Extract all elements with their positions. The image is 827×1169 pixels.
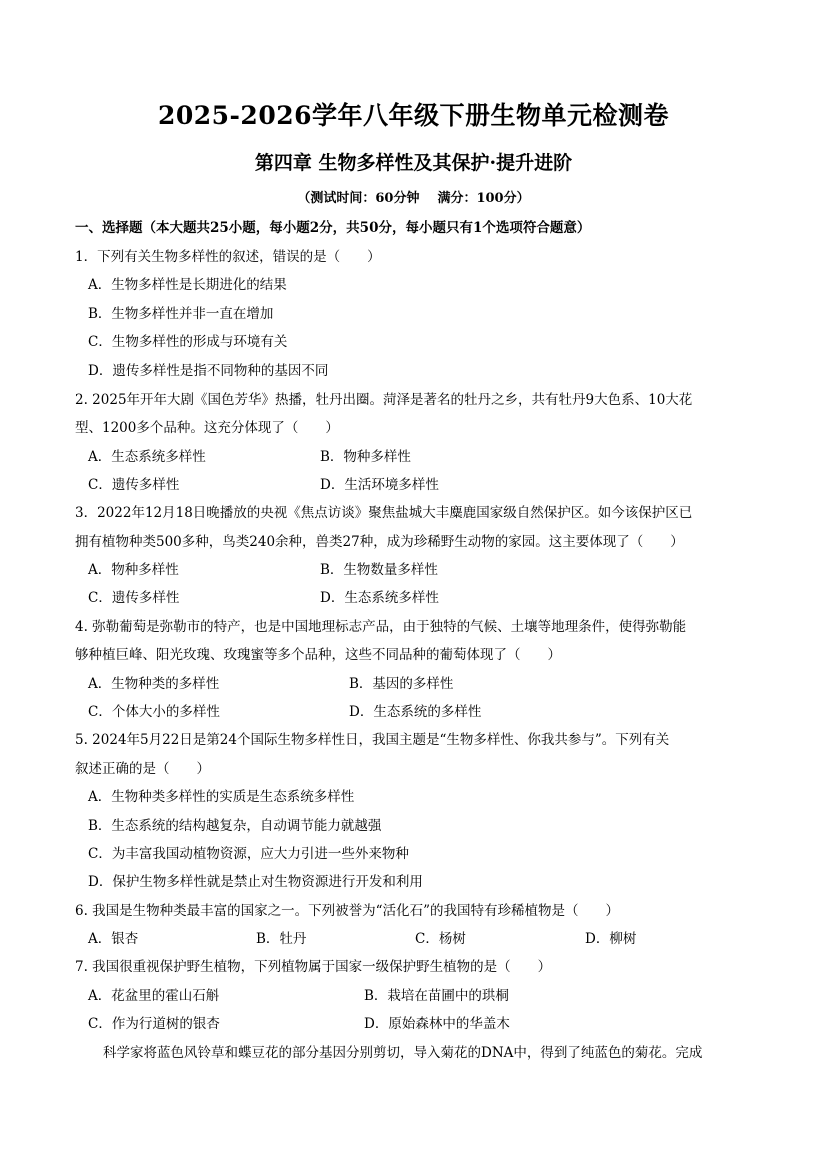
question-7-option-a: A．花盆里的霍山石斛 [88, 988, 220, 1004]
question-4-option-b: B．基因的多样性 [349, 676, 454, 692]
question-5-option-d: D．保护生物多样性就是禁止对生物资源进行开发和利用 [88, 874, 423, 890]
question-3-option-d: D．生态系统多样性 [320, 590, 439, 606]
chapter-subtitle: 第四章 生物多样性及其保护·提升进阶 [254, 152, 573, 174]
question-2-stem-line-1: 2. 2025年开年大剧《国色芳华》热播，牡丹出圈。菏泽是著名的牡丹之乡，共有牡丹9大色系、10大花 [75, 392, 693, 408]
question-3-stem-line-2: 拥有植物种类500多种，鸟类240余种，兽类27种，成为珍稀野生动物的家园。这主要体现了（ ） [75, 534, 684, 550]
question-4-stem-line-2: 够种植巨峰、阳光玫瑰、玫瑰蜜等多个品种，这些不同品种的葡萄体现了（ ） [75, 647, 561, 663]
question-2-option-a: A．生态系统多样性 [88, 449, 206, 465]
question-2-option-c: C．遗传多样性 [88, 477, 180, 493]
question-3-option-c: C．遗传多样性 [88, 590, 180, 606]
question-6-option-b: B．牡丹 [256, 931, 307, 947]
exam-meta [0, 188, 827, 210]
question-7-option-d: D．原始森林中的华盖木 [364, 1016, 510, 1032]
question-4-option-c: C．个体大小的多样性 [88, 704, 220, 720]
question-3-stem-line-1: 3．2022年12月18日晚播放的央视《焦点访谈》聚焦盐城大丰麋鹿国家级自然保护区。如今该保护区已 [75, 505, 693, 521]
question-5-stem-line-2: 叙述正确的是（ ） [75, 761, 210, 777]
exam-title: 2025-2026学年八年级下册生物单元检测卷 [157, 101, 670, 130]
question-7-option-b: B．栽培在苗圃中的珙桐 [364, 988, 509, 1004]
question-6-stem: 6. 我国是生物种类最丰富的国家之一。下列被誉为“活化石”的我国特有珍稀植物是（ ） [75, 903, 619, 919]
question-6-option-a: A．银杏 [88, 931, 139, 947]
question-2-option-b: B．物种多样性 [320, 449, 411, 465]
question-6-option-d: D．柳树 [585, 931, 637, 947]
question-6-option-c: C．杨树 [415, 931, 466, 947]
question-5-option-b: B．生态系统的结构越复杂，自动调节能力就越强 [88, 818, 382, 834]
question-1-option-d: D．遗传多样性是指不同物种的基因不同 [88, 363, 329, 379]
question-7-option-c: C．作为行道树的银杏 [88, 1016, 220, 1032]
test-time: （测试时间：60分钟 [297, 191, 420, 206]
question-2-stem-line-2: 型、1200多个品种。这充分体现了（ ） [75, 420, 339, 436]
question-3-option-a: A．物种多样性 [88, 562, 179, 578]
question-1-stem: 1．下列有关生物多样性的叙述，错误的是（ ） [75, 249, 381, 265]
question-1-option-c: C．生物多样性的形成与环境有关 [88, 334, 288, 350]
passage-text: 科学家将蓝色风铃草和蝶豆花的部分基因分别剪切，导入菊花的DNA中，得到了纯蓝色的菊花。完成 [103, 1045, 703, 1061]
question-4-stem-line-1: 4. 弥勒葡萄是弥勒市的特产，也是中国地理标志产品，由于独特的气候、土壤等地理条件，使得弥勒能 [75, 619, 687, 635]
question-7-stem: 7. 我国很重视保护野生植物，下列植物属于国家一级保护野生植物的是（ ） [75, 959, 552, 975]
question-5-option-c: C．为丰富我国动植物资源，应大力引进一些外来物种 [88, 846, 409, 862]
full-score: 满分：100分） [437, 191, 530, 206]
section-heading: 一、选择题（本大题共25小题，每小题2分，共50分，每小题只有1个选项符合题意） [75, 220, 591, 236]
question-3-option-b: B．生物数量多样性 [320, 562, 438, 578]
question-1-option-a: A．生物多样性是长期进化的结果 [88, 277, 287, 293]
question-1-option-b: B．生物多样性并非一直在增加 [88, 306, 274, 322]
question-5-option-a: A．生物种类多样性的实质是生态系统多样性 [88, 789, 355, 805]
question-5-stem-line-1: 5. 2024年5月22日是第24个国际生物多样性日，我国主题是“生物多样性、你我共参与”。下列有关 [75, 732, 670, 748]
question-4-option-d: D．生态系统的多样性 [349, 704, 482, 720]
question-4-option-a: A．生物种类的多样性 [88, 676, 220, 692]
question-2-option-d: D．生活环境多样性 [320, 477, 439, 493]
